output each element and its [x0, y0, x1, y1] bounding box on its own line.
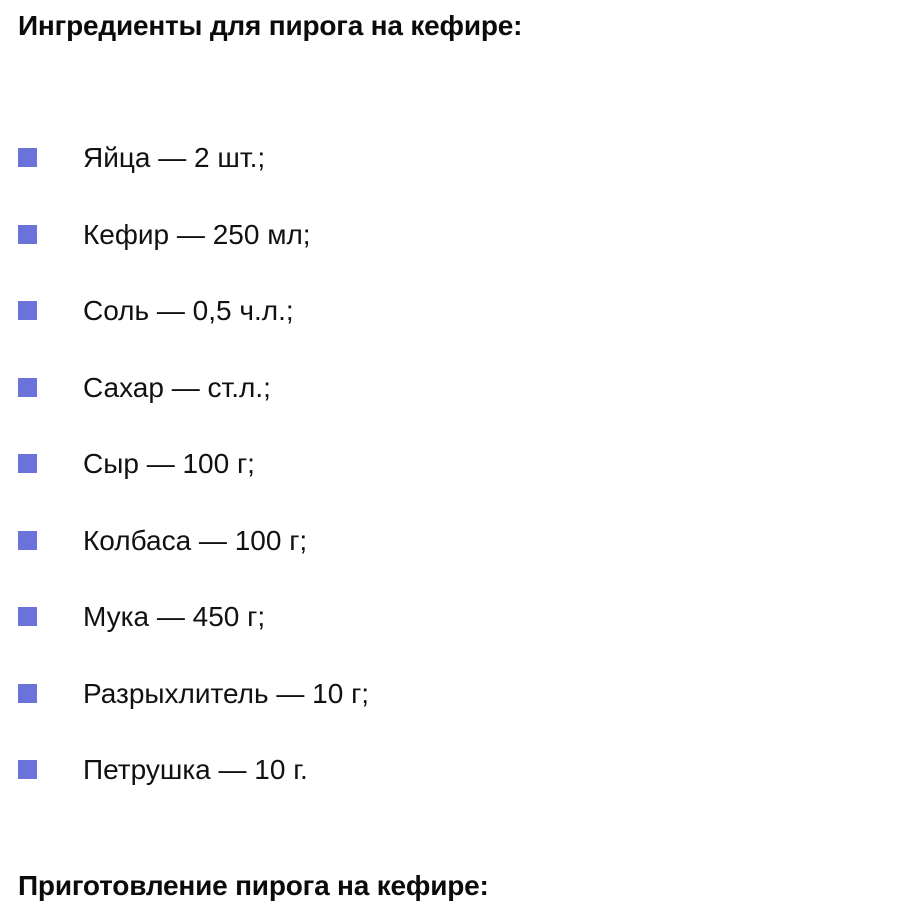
ingredient-list [0, 136, 900, 825]
square-bullet-icon [18, 760, 37, 779]
ingredients-heading: Ингредиенты для пирога на кефире: [18, 10, 523, 41]
ingredient-text: Колбаса — 100 г; [83, 524, 308, 556]
square-bullet-icon [18, 531, 37, 550]
list-item [0, 442, 900, 519]
ingredient-text: Сыр — 100 г; [83, 448, 255, 479]
list-item [0, 213, 900, 290]
square-bullet-icon [18, 301, 37, 320]
list-item [0, 289, 900, 366]
ingredient-text: Яйца — 2 шт.; [83, 142, 266, 173]
square-bullet-icon [18, 454, 37, 473]
square-bullet-icon [18, 684, 37, 703]
preparation-heading: Приготовление пирога на кефире: [18, 870, 489, 901]
square-bullet-icon [18, 607, 37, 626]
list-item [0, 136, 900, 213]
ingredient-text: Сахар — ст.л.; [83, 371, 271, 403]
list-item [0, 519, 900, 596]
list-item [0, 366, 900, 443]
list-item [0, 595, 900, 672]
square-bullet-icon [18, 378, 37, 397]
ingredient-text: Петрушка — 10 г. [83, 754, 308, 785]
ingredient-text: Кефир — 250 мл; [83, 218, 311, 250]
square-bullet-icon [18, 148, 37, 167]
ingredient-text: Разрыхлитель — 10 г; [83, 677, 370, 709]
square-bullet-icon [18, 225, 37, 244]
list-item [0, 672, 900, 749]
list-item [0, 748, 900, 825]
ingredient-text: Соль — 0,5 ч.л.; [83, 295, 294, 326]
ingredient-text: Мука — 450 г; [83, 601, 266, 632]
